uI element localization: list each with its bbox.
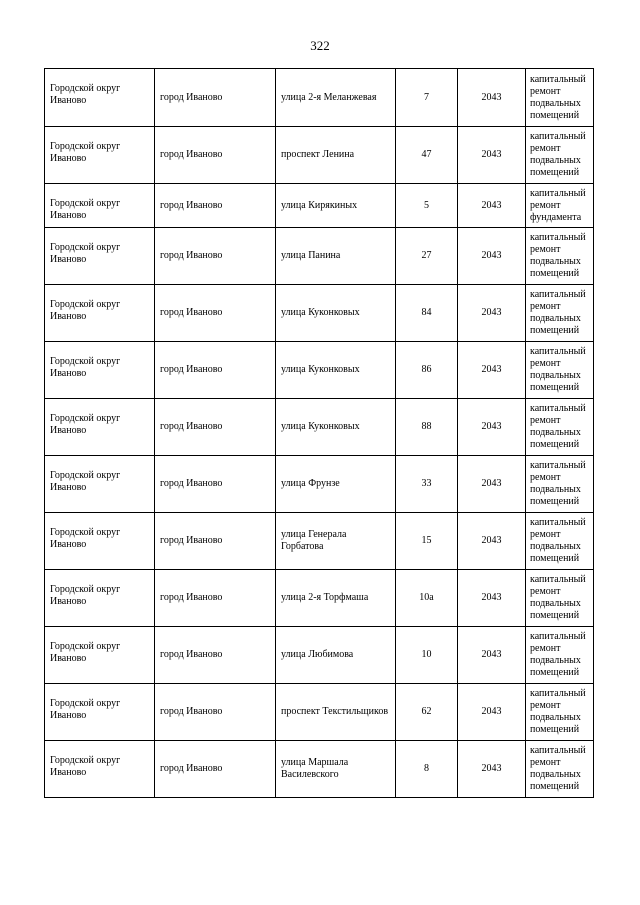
year-cell: 2043 — [458, 69, 526, 127]
year-cell: 2043 — [458, 228, 526, 285]
page-number: 322 — [310, 38, 330, 53]
house-number-cell: 7 — [396, 69, 458, 127]
house-number-cell: 84 — [396, 285, 458, 342]
settlement-cell: город Иваново — [155, 513, 276, 570]
table-row — [45, 69, 594, 127]
work-type-cell: капитальный ремонт подвальных помещений — [526, 69, 594, 127]
settlement-cell: город Иваново — [155, 285, 276, 342]
settlement-cell: город Иваново — [155, 684, 276, 741]
house-number-cell: 10а — [396, 570, 458, 627]
year-cell: 2043 — [458, 684, 526, 741]
year-cell: 2043 — [458, 627, 526, 684]
street-cell: улица Панина — [276, 228, 396, 285]
settlement-cell: город Иваново — [155, 184, 276, 228]
work-type-cell: капитальный ремонт подвальных помещений — [526, 684, 594, 741]
work-type-cell: капитальный ремонт подвальных помещений — [526, 513, 594, 570]
work-type-cell: капитальный ремонт подвальных помещений — [526, 285, 594, 342]
table-row — [45, 184, 594, 228]
year-cell: 2043 — [458, 399, 526, 456]
work-type-cell: капитальный ремонт подвальных помещений — [526, 342, 594, 399]
work-type-cell: капитальный ремонт подвальных помещений — [526, 228, 594, 285]
house-number-cell: 5 — [396, 184, 458, 228]
municipality-cell: Городской округ Иваново — [45, 399, 155, 456]
house-number-cell: 8 — [396, 741, 458, 798]
work-type-cell: капитальный ремонт подвальных помещений — [526, 627, 594, 684]
municipality-cell: Городской округ Иваново — [45, 127, 155, 184]
work-type-cell: капитальный ремонт подвальных помещений — [526, 570, 594, 627]
municipality-cell: Городской округ Иваново — [45, 69, 155, 127]
street-cell: улица Любимова — [276, 627, 396, 684]
street-cell: улица Кирякиных — [276, 184, 396, 228]
street-cell: улица 2-я Меланжевая — [276, 69, 396, 127]
settlement-cell: город Иваново — [155, 69, 276, 127]
street-cell: улица Куконковых — [276, 342, 396, 399]
street-cell: улица Генерала Горбатова — [276, 513, 396, 570]
street-cell: проспект Ленина — [276, 127, 396, 184]
house-number-cell: 33 — [396, 456, 458, 513]
table-row — [45, 127, 594, 184]
street-cell: улица Куконковых — [276, 399, 396, 456]
municipality-cell: Городской округ Иваново — [45, 184, 155, 228]
house-number-cell: 15 — [396, 513, 458, 570]
street-cell: улица Фрунзе — [276, 456, 396, 513]
municipality-cell: Городской округ Иваново — [45, 741, 155, 798]
work-type-cell: капитальный ремонт подвальных помещений — [526, 456, 594, 513]
settlement-cell: город Иваново — [155, 741, 276, 798]
house-number-cell: 88 — [396, 399, 458, 456]
year-cell: 2043 — [458, 570, 526, 627]
street-cell: улица Маршала Василевского — [276, 741, 396, 798]
table-row — [45, 342, 594, 399]
settlement-cell: город Иваново — [155, 228, 276, 285]
municipality-cell: Городской округ Иваново — [45, 228, 155, 285]
year-cell: 2043 — [458, 741, 526, 798]
street-cell: улица 2-я Торфмаша — [276, 570, 396, 627]
year-cell: 2043 — [458, 285, 526, 342]
street-cell: проспект Текстильщиков — [276, 684, 396, 741]
municipality-cell: Городской округ Иваново — [45, 285, 155, 342]
table-row — [45, 399, 594, 456]
settlement-cell: город Иваново — [155, 456, 276, 513]
house-number-cell: 10 — [396, 627, 458, 684]
municipality-cell: Городской округ Иваново — [45, 570, 155, 627]
municipality-cell: Городской округ Иваново — [45, 456, 155, 513]
table-row — [45, 627, 594, 684]
municipality-cell: Городской округ Иваново — [45, 513, 155, 570]
repair-schedule-table — [44, 68, 594, 798]
municipality-cell: Городской округ Иваново — [45, 627, 155, 684]
settlement-cell: город Иваново — [155, 342, 276, 399]
work-type-cell: капитальный ремонт подвальных помещений — [526, 127, 594, 184]
table-row — [45, 228, 594, 285]
table-body — [45, 69, 594, 798]
year-cell: 2043 — [458, 342, 526, 399]
house-number-cell: 47 — [396, 127, 458, 184]
table-row — [45, 684, 594, 741]
table-row — [45, 456, 594, 513]
house-number-cell: 62 — [396, 684, 458, 741]
house-number-cell: 27 — [396, 228, 458, 285]
work-type-cell: капитальный ремонт подвальных помещений — [526, 399, 594, 456]
table-row — [45, 285, 594, 342]
year-cell: 2043 — [458, 127, 526, 184]
municipality-cell: Городской округ Иваново — [45, 342, 155, 399]
work-type-cell: капитальный ремонт фундамента — [526, 184, 594, 228]
year-cell: 2043 — [458, 456, 526, 513]
street-cell: улица Куконковых — [276, 285, 396, 342]
house-number-cell: 86 — [396, 342, 458, 399]
settlement-cell: город Иваново — [155, 127, 276, 184]
table-row — [45, 513, 594, 570]
year-cell: 2043 — [458, 184, 526, 228]
settlement-cell: город Иваново — [155, 570, 276, 627]
table-row — [45, 570, 594, 627]
work-type-cell: капитальный ремонт подвальных помещений — [526, 741, 594, 798]
settlement-cell: город Иваново — [155, 399, 276, 456]
municipality-cell: Городской округ Иваново — [45, 684, 155, 741]
year-cell: 2043 — [458, 513, 526, 570]
table-row — [45, 741, 594, 798]
settlement-cell: город Иваново — [155, 627, 276, 684]
